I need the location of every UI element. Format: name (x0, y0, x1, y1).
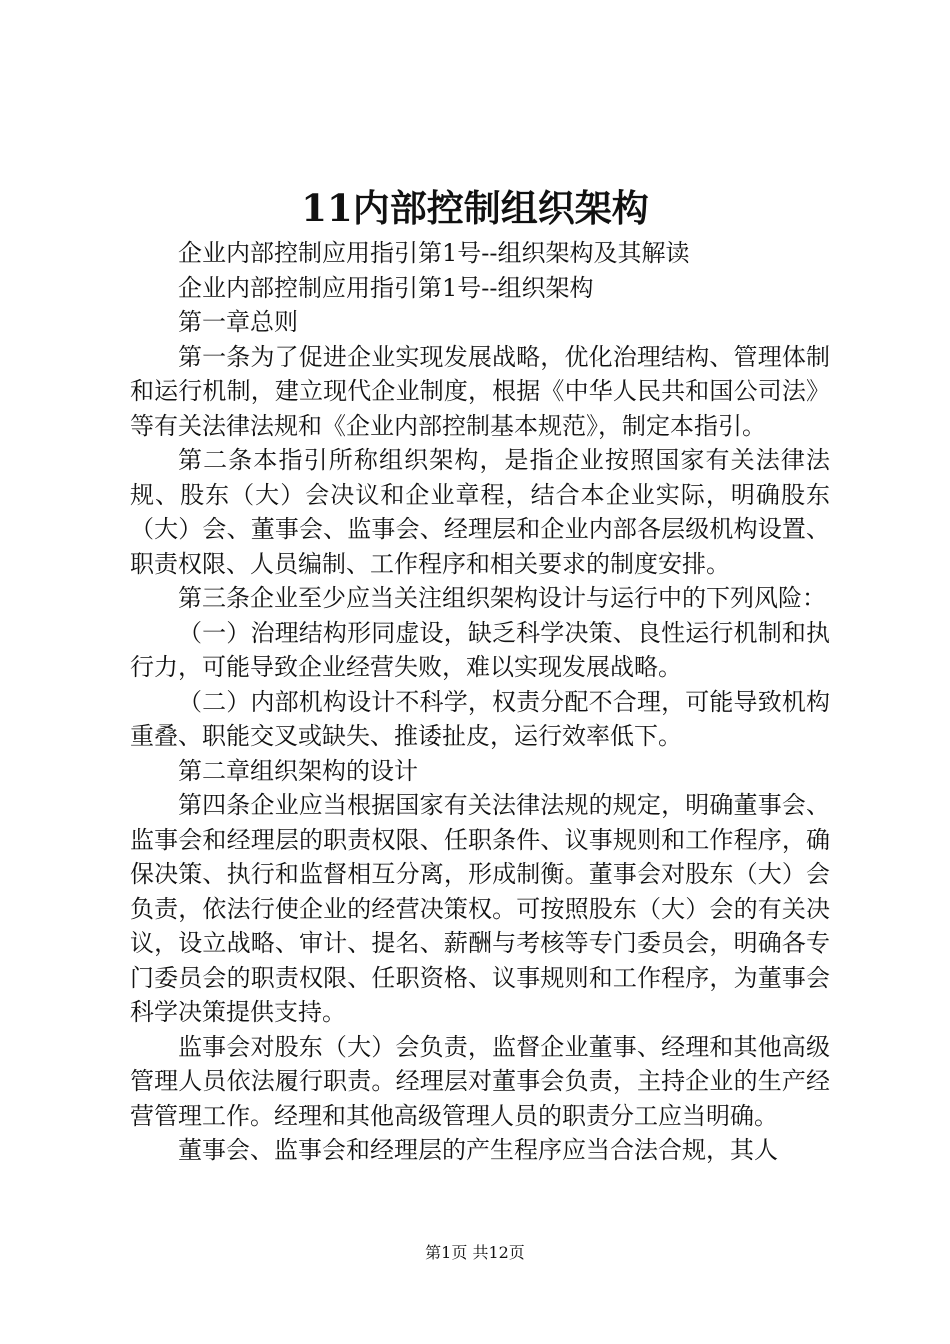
paragraph-risk-2: （二）内部机构设计不科学，权责分配不合理，可能导致机构重叠、职能交叉或缺失、推诿扯皮，运行效率低下。 (130, 687, 830, 750)
chapter-heading-2: 第二章组织架构的设计 (178, 756, 418, 785)
paragraph-article-1: 第一条为了促进企业实现发展战略，优化治理结构、管理体制和运行机制，建立现代企业制度，根据《中华人民共和国公司法》等有关法律法规和《企业内部控制基本规范》，制定本指引。 (130, 342, 830, 440)
document-title: 11内部控制组织架构 (301, 186, 649, 230)
paragraph-article-2: 第二条本指引所称组织架构，是指企业按照国家有关法律法规、股东（大）会决议和企业章程，结合本企业实际，明确股东（大）会、董事会、监事会、经理层和企业内部各层级机构设置、职责权限、人员编制、工作程序和相关要求的制度安排。 (130, 446, 830, 578)
page-number-footer: 第1页 共12页 (425, 1243, 525, 1262)
paragraph-article-3: 第三条企业至少应当关注组织架构设计与运行中的下列风险： (178, 584, 826, 612)
chapter-heading-1: 第一章总则 (178, 308, 298, 336)
paragraph-article-4: 第四条企业应当根据国家有关法律法规的规定，明确董事会、监事会和经理层的职责权限、任职条件、议事规则和工作程序，确保决策、执行和监督相互分离，形成制衡。董事会对股东（大）会负责，依法行使企业的经营决策权。可按照股东（大）会的有关决议，设立战略、审计、提名、薪酬与考核等专门委员会，明确各专门委员会的职责权限、任职资格、议事规则和工作程序，为董事会科学决策提供支持。 (130, 791, 830, 1026)
paragraph-subtitle-2: 企业内部控制应用指引第1号--组织架构 (178, 273, 594, 302)
paragraph-supervisory-board: 监事会对股东（大）会负责，监督企业董事、经理和其他高级管理人员依法履行职责。经理层对董事会负责，主持企业的生产经营管理工作。经理和其他高级管理人员的职责分工应当明确。 (130, 1032, 830, 1130)
paragraph-subtitle-1: 企业内部控制应用指引第1号--组织架构及其解读 (178, 239, 690, 267)
paragraph-board-formation: 董事会、监事会和经理层的产生程序应当合法合规，其人 (178, 1136, 778, 1164)
document-body (130, 236, 830, 1168)
paragraph-risk-1: （一）治理结构形同虚设，缺乏科学决策、良性运行机制和执行力，可能导致企业经营失败，难以实现发展战略。 (130, 618, 830, 681)
